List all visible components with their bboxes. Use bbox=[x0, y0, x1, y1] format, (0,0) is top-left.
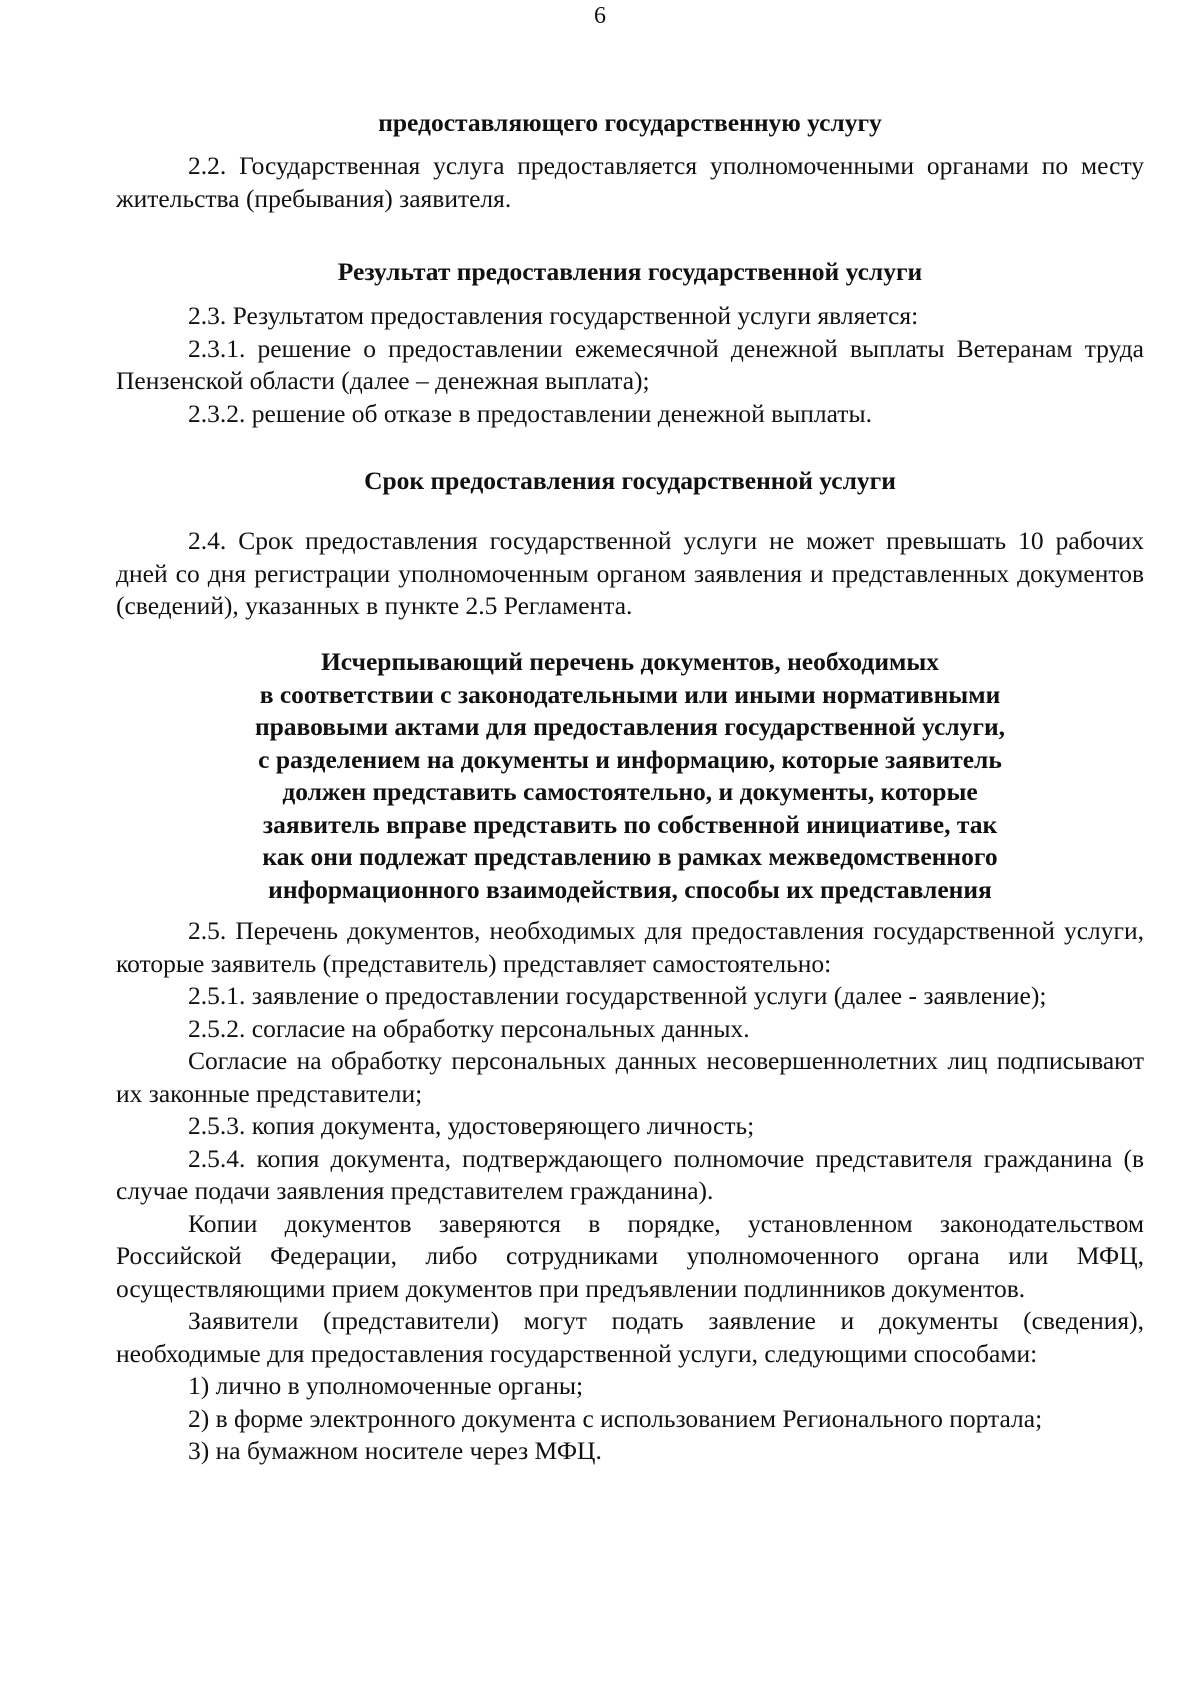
heading-line: заявитель вправе представить по собственной инициативе, так bbox=[262, 809, 998, 839]
paragraph-2-5-1: 2.5.1. заявление о предоставлении государственной услуги (далее - заявление); bbox=[188, 981, 1047, 1010]
paragraph-2-5: 2.5. Перечень документов, необходимых для предоставления государственной услуги, которые заявитель (представитель) представляет самостоятельно: bbox=[116, 916, 1144, 978]
section-heading-term: Срок предоставления государственной услуги bbox=[364, 466, 896, 495]
heading-line: в соответствии с законодательными или иными нормативными bbox=[259, 679, 1001, 709]
heading-line: информационного взаимодействия, способы их представления bbox=[268, 874, 992, 904]
paragraph-2-3-2: 2.3.2. решение об отказе в предоставлении денежной выплаты. bbox=[188, 398, 872, 428]
text-block-2-4 bbox=[116, 525, 1144, 623]
text-block-2-2 bbox=[116, 150, 1144, 215]
heading-line: правовыми актами для предоставления государственной услуги, bbox=[254, 712, 1006, 741]
section-heading-documents bbox=[116, 646, 1144, 906]
paragraph-2-5-4: 2.5.4. копия документа, подтверждающего полномочие представителя гражданина (в случае подачи заявления представителем гражданина). bbox=[116, 1143, 1144, 1205]
paragraph-consent: Согласие на обработку персональных данных несовершеннолетних лиц подписывают их законные представители; bbox=[116, 1046, 1144, 1108]
section-heading-result: Результат предоставления государственной услуги bbox=[337, 257, 923, 286]
list-item-method-3: 3) на бумажном носителе через МФЦ. bbox=[188, 1436, 602, 1465]
paragraph-2-5-3: 2.5.3. копия документа, удостоверяющего личность; bbox=[188, 1111, 755, 1140]
text-block-2-5 bbox=[116, 915, 1144, 1468]
page-number: 6 bbox=[594, 3, 606, 29]
list-item-method-2: 2) в форме электронного документа с использованием Регионального портала; bbox=[188, 1403, 1043, 1433]
text-block-2-3 bbox=[116, 300, 1144, 430]
paragraph-2-4: 2.4. Срок предоставления государственной услуги не может превышать 10 рабочих дней со дня регистрации уполномоченным органом заявления и представленных документов (сведений), указанных в пункте 2.5 Регламента. bbox=[116, 526, 1144, 620]
paragraph-methods: Заявители (представители) могут подать заявление и документы (сведения), необходимые для предоставления государственной услуги, следующими способами: bbox=[116, 1306, 1144, 1368]
heading-line: как они подлежат представлению в рамках межведомственного bbox=[262, 842, 998, 871]
heading-line: с разделением на документы и информацию, которые заявитель bbox=[258, 744, 1002, 774]
heading-line: должен представить самостоятельно, и документы, которые bbox=[282, 777, 978, 806]
paragraph-2-3: 2.3. Результатом предоставления государственной услуги является: bbox=[188, 301, 919, 330]
list-item-method-1: 1) лично в уполномоченные органы; bbox=[188, 1371, 584, 1400]
paragraph-2-3-1: 2.3.1. решение о предоставлении ежемесячной денежной выплаты Ветеранам труда Пензенской области (далее – денежная выплата); bbox=[116, 333, 1144, 395]
section-heading-continued: предоставляющего государственную услугу bbox=[378, 108, 882, 137]
paragraph-2-5-2: 2.5.2. согласие на обработку персональных данных. bbox=[188, 1013, 750, 1043]
heading-line: Исчерпывающий перечень документов, необходимых bbox=[320, 647, 940, 676]
paragraph-2-2: 2.2. Государственная услуга предоставляется уполномоченными органами по месту жительства (пребывания) заявителя. bbox=[116, 151, 1144, 213]
paragraph-copies: Копии документов заверяются в порядке, установленном законодательством Российской Федерации, либо сотрудниками уполномоченного органа или МФЦ, осуществляющими прием документов при предъявлении подлинников документов. bbox=[116, 1208, 1144, 1303]
